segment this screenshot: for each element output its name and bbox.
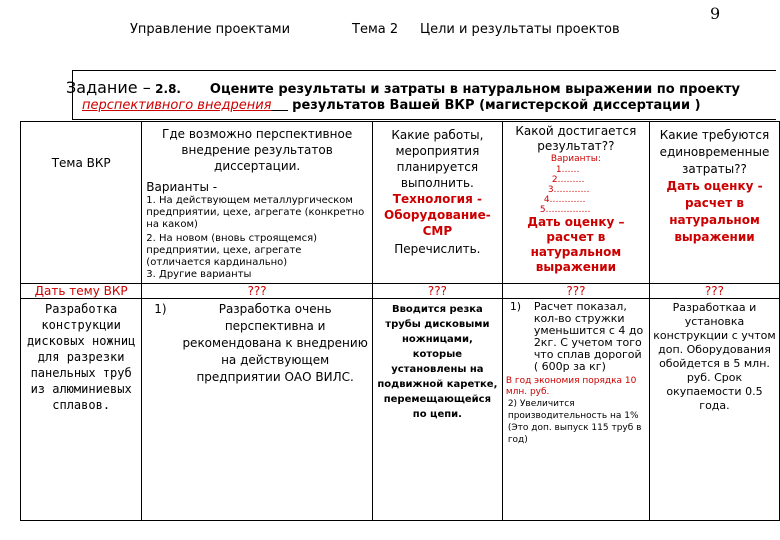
prompt-costs: ??? (649, 284, 779, 299)
page-number: 9 (710, 4, 721, 23)
header-costs: Какие требуются единовременные затраты?? Дать оценку - расчет в натуральном выражении (649, 122, 779, 284)
prompt-works: ??? (372, 284, 502, 299)
header-works: Какие работы, мероприятия планируется выполнить. Технология - Оборудование- СМР Перечислить. (372, 122, 502, 284)
table-header-row (21, 122, 780, 284)
header-implementation: Где возможно перспективное внедрение результатов диссертации. Варианты - 1. На действующем металлургическом предприятии, цехе, агрегате (конкретно на каком) 2. На новом (вновь строящемся) предприятии, цехе, агрегате (отличается кардинально) 3. Другие варианты (142, 122, 373, 284)
example-thesis-topic: Разработка конструкции дисковых ножниц для разрезки панельных труб из алюминиевых сплавов. (21, 299, 142, 521)
example-implementation: 1) Разработка очень перспективна и рекомендована к внедрению на действующем предприятии ОАО ВИЛС. (142, 299, 373, 521)
prompt-result: ??? (502, 284, 649, 299)
task-underlined-phrase: перспективного внедрения (82, 98, 272, 113)
topic-title: Цели и результаты проектов (420, 22, 620, 37)
prompt-row (21, 284, 780, 299)
example-row (21, 299, 780, 521)
task-line-2 (82, 98, 701, 113)
course-title: Управление проектами (130, 22, 291, 37)
header-result: Какой достигается результат?? Варианты: 1…… 2……… 3………… 4………… 5…………… Дать оценку –расчет в натуральном выражении (502, 122, 649, 284)
header-thesis-topic: Тема ВКР (21, 122, 142, 284)
task-number: 2.8. (155, 82, 181, 96)
task-label: Задание – (66, 78, 151, 97)
prompt-thesis-topic: Дать тему ВКР (21, 284, 142, 299)
task-text-1: Оцените результаты и затраты в натуральном выражении по проекту (209, 82, 741, 97)
example-costs: Разработкаа и установка конструкции с учтом доп. Оборудования обойдется в 5 млн. руб. Срок окупаемости 0.5 года. (649, 299, 779, 521)
prompt-implementation: ??? (142, 284, 373, 299)
example-result: 1) Расчет показал, кол-во стружки уменьшится с 4 до 2кг. С учетом того что сплав дорогой ( 600р за кг) В год экономия порядка 10 млн. руб. 2) Увеличится производительность на 1% (Это доп. выпуск 115 труб в год) (502, 299, 649, 521)
topic-number: Тема 2 (352, 22, 399, 37)
task-line-1 (66, 78, 740, 97)
example-works: Вводится резка трубы дисковыми ножницами, которые установлены на подвижной каретке, перемещающейся по цепи. (372, 299, 502, 521)
task-text-2: результатов Вашей ВКР (магистерской диссертации ) (292, 98, 701, 113)
assessment-table (20, 121, 780, 521)
